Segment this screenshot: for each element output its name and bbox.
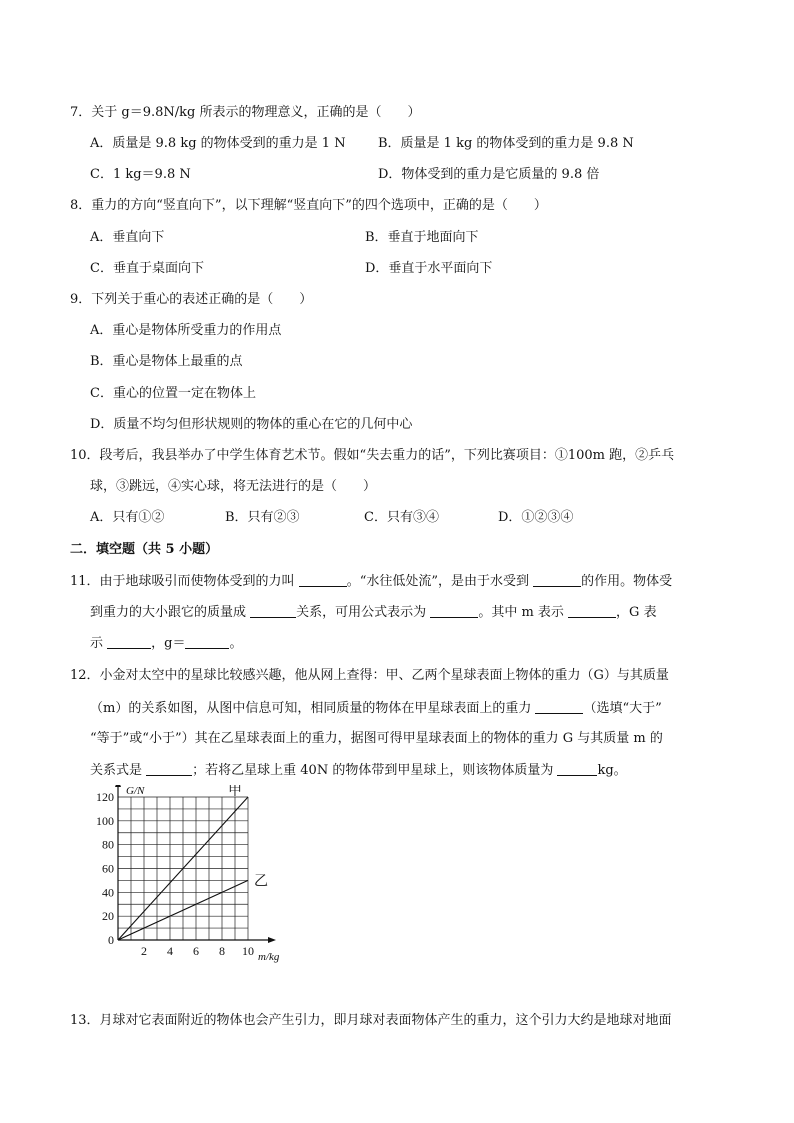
y-tick-label: 60 bbox=[102, 861, 114, 876]
q10-option-c: C．只有③④ bbox=[364, 510, 439, 525]
x-tick-label: 8 bbox=[219, 944, 225, 958]
q12-blank-1[interactable] bbox=[535, 700, 583, 714]
q11-blank-4[interactable] bbox=[430, 604, 478, 618]
q11-blank-1[interactable] bbox=[299, 573, 347, 587]
q12-line2 bbox=[90, 700, 662, 717]
q11-text-4: 到重力的大小跟它的质量成 bbox=[90, 605, 247, 620]
q8-option-a: A．垂直向下 bbox=[90, 230, 165, 245]
q11-text-3: 的作用。物体受 bbox=[581, 574, 673, 589]
q9-option-b: B．重心是物体上最重的点 bbox=[90, 354, 243, 369]
q10-stem-line2: 球，③跳远，④实心球，将无法进行的是（ ） bbox=[90, 479, 377, 494]
series-label-0: 甲 bbox=[228, 785, 242, 799]
x-axis-label: m/kg bbox=[258, 951, 280, 963]
q11-text-10: 。 bbox=[229, 636, 243, 651]
q7-stem: 7．关于 g＝9.8N/kg 所表示的物理意义，正确的是（ ） bbox=[70, 105, 421, 120]
y-tick-label: 40 bbox=[102, 885, 114, 900]
q9-option-d: D．质量不均匀但形状规则的物体的重心在它的几何中心 bbox=[90, 417, 413, 432]
y-axis-label: G/N bbox=[126, 785, 145, 797]
q9-option-c: C．重心的位置一定在物体上 bbox=[90, 386, 256, 401]
q9-option-a: A．重心是物体所受重力的作用点 bbox=[90, 323, 282, 338]
y-tick-label: 0 bbox=[108, 933, 114, 947]
q7-option-b: B．质量是 1 kg 的物体受到的重力是 9.8 N bbox=[378, 136, 634, 151]
q11-text-8: 示 bbox=[90, 636, 104, 651]
q8-option-c: C．垂直于桌面向下 bbox=[90, 261, 204, 276]
q11-text-2: 。“水往低处流”，是由于水受到 bbox=[346, 574, 529, 589]
x-tick-label: 2 bbox=[141, 944, 147, 958]
q12-text-2a: （m）的关系如图，从图中信息可知，相同质量的物体在甲星球表面上的重力 bbox=[90, 701, 532, 716]
y-tick-label: 100 bbox=[96, 813, 114, 828]
q11-text-9: ，g＝ bbox=[151, 636, 186, 651]
q11-text-7: ，G 表 bbox=[616, 605, 657, 620]
q11-blank-7[interactable] bbox=[185, 635, 229, 649]
q11-text-1: 11．由于地球吸引而使物体受到的力叫 bbox=[70, 574, 295, 589]
x-axis-arrow bbox=[268, 937, 276, 943]
q7-option-d: D．物体受到的重力是它质量的 9.8 倍 bbox=[378, 167, 600, 182]
x-tick-label: 6 bbox=[193, 944, 199, 958]
q10-option-d: D．①②③④ bbox=[498, 510, 574, 525]
q11-line3 bbox=[90, 635, 243, 652]
q11-blank-6[interactable] bbox=[107, 635, 151, 649]
q10-stem-line1: 10．段考后，我县举办了中学生体育艺术节。假如“失去重力的话”，下列比赛项目：①100m 跑，②乒乓 bbox=[70, 448, 675, 463]
q8-stem: 8．重力的方向“竖直向下”，以下理解“竖直向下”的四个选项中，正确的是（ ） bbox=[70, 198, 547, 213]
q12-line3: “等于”或“小于”）其在乙星球表面上的重力，据图可得甲星球表面上的物体的重力 G 与其质量 m 的 bbox=[90, 731, 663, 746]
q7-option-c: C．1 kg＝9.8 N bbox=[90, 167, 191, 182]
y-tick-label: 80 bbox=[102, 837, 114, 852]
q12-text-4a: 关系式是 bbox=[90, 763, 143, 778]
q8-option-d: D．垂直于水平面向下 bbox=[365, 261, 493, 276]
series-label-1: 乙 bbox=[254, 874, 268, 890]
q8-option-b: B．垂直于地面向下 bbox=[365, 230, 479, 245]
q11-blank-5[interactable] bbox=[568, 604, 616, 618]
q10-option-a: A．只有①② bbox=[90, 510, 165, 525]
chart-labels bbox=[96, 785, 280, 963]
x-tick-label: 4 bbox=[167, 944, 173, 958]
q12-text-4c: kg。 bbox=[597, 763, 627, 778]
q7-option-a: A．质量是 9.8 kg 的物体受到的重力是 1 N bbox=[90, 136, 346, 151]
y-tick-label: 120 bbox=[96, 790, 114, 804]
q12-text-2b: （选填“大于” bbox=[583, 701, 662, 716]
q13-line1: 13．月球对它表面附近的物体也会产生引力，即月球对表面物体产生的重力，这个引力大约是地球对地面 bbox=[70, 1013, 672, 1028]
q11-blank-2[interactable] bbox=[533, 573, 581, 587]
x-tick-label: 10 bbox=[242, 944, 254, 958]
q12-line4 bbox=[90, 762, 627, 779]
q11-line1 bbox=[70, 573, 672, 590]
q11-text-5: 关系，可用公式表示为 bbox=[296, 605, 427, 620]
q12-line1: 12．小金对太空中的星球比较感兴趣，他从网上查得：甲、乙两个星球表面上物体的重力（G）与其质量 bbox=[70, 668, 669, 683]
q9-stem: 9．下列关于重心的表述正确的是（ ） bbox=[70, 292, 313, 307]
q11-text-6: 。其中 m 表示 bbox=[478, 605, 564, 620]
gravity-mass-chart bbox=[88, 785, 308, 970]
section-heading-fill-blank: 二．填空题（共 5 小题） bbox=[70, 542, 219, 557]
q10-option-b: B．只有②③ bbox=[225, 510, 300, 525]
q12-text-4b: ；若将乙星球上重 40N 的物体带到甲星球上，则该物体质量为 bbox=[192, 763, 554, 778]
y-axis-arrow bbox=[115, 785, 121, 787]
q12-blank-2[interactable] bbox=[146, 762, 192, 776]
q12-blank-3[interactable] bbox=[557, 762, 597, 776]
q11-blank-3[interactable] bbox=[250, 604, 296, 618]
q11-line2 bbox=[90, 604, 657, 621]
y-tick-label: 20 bbox=[102, 909, 114, 924]
